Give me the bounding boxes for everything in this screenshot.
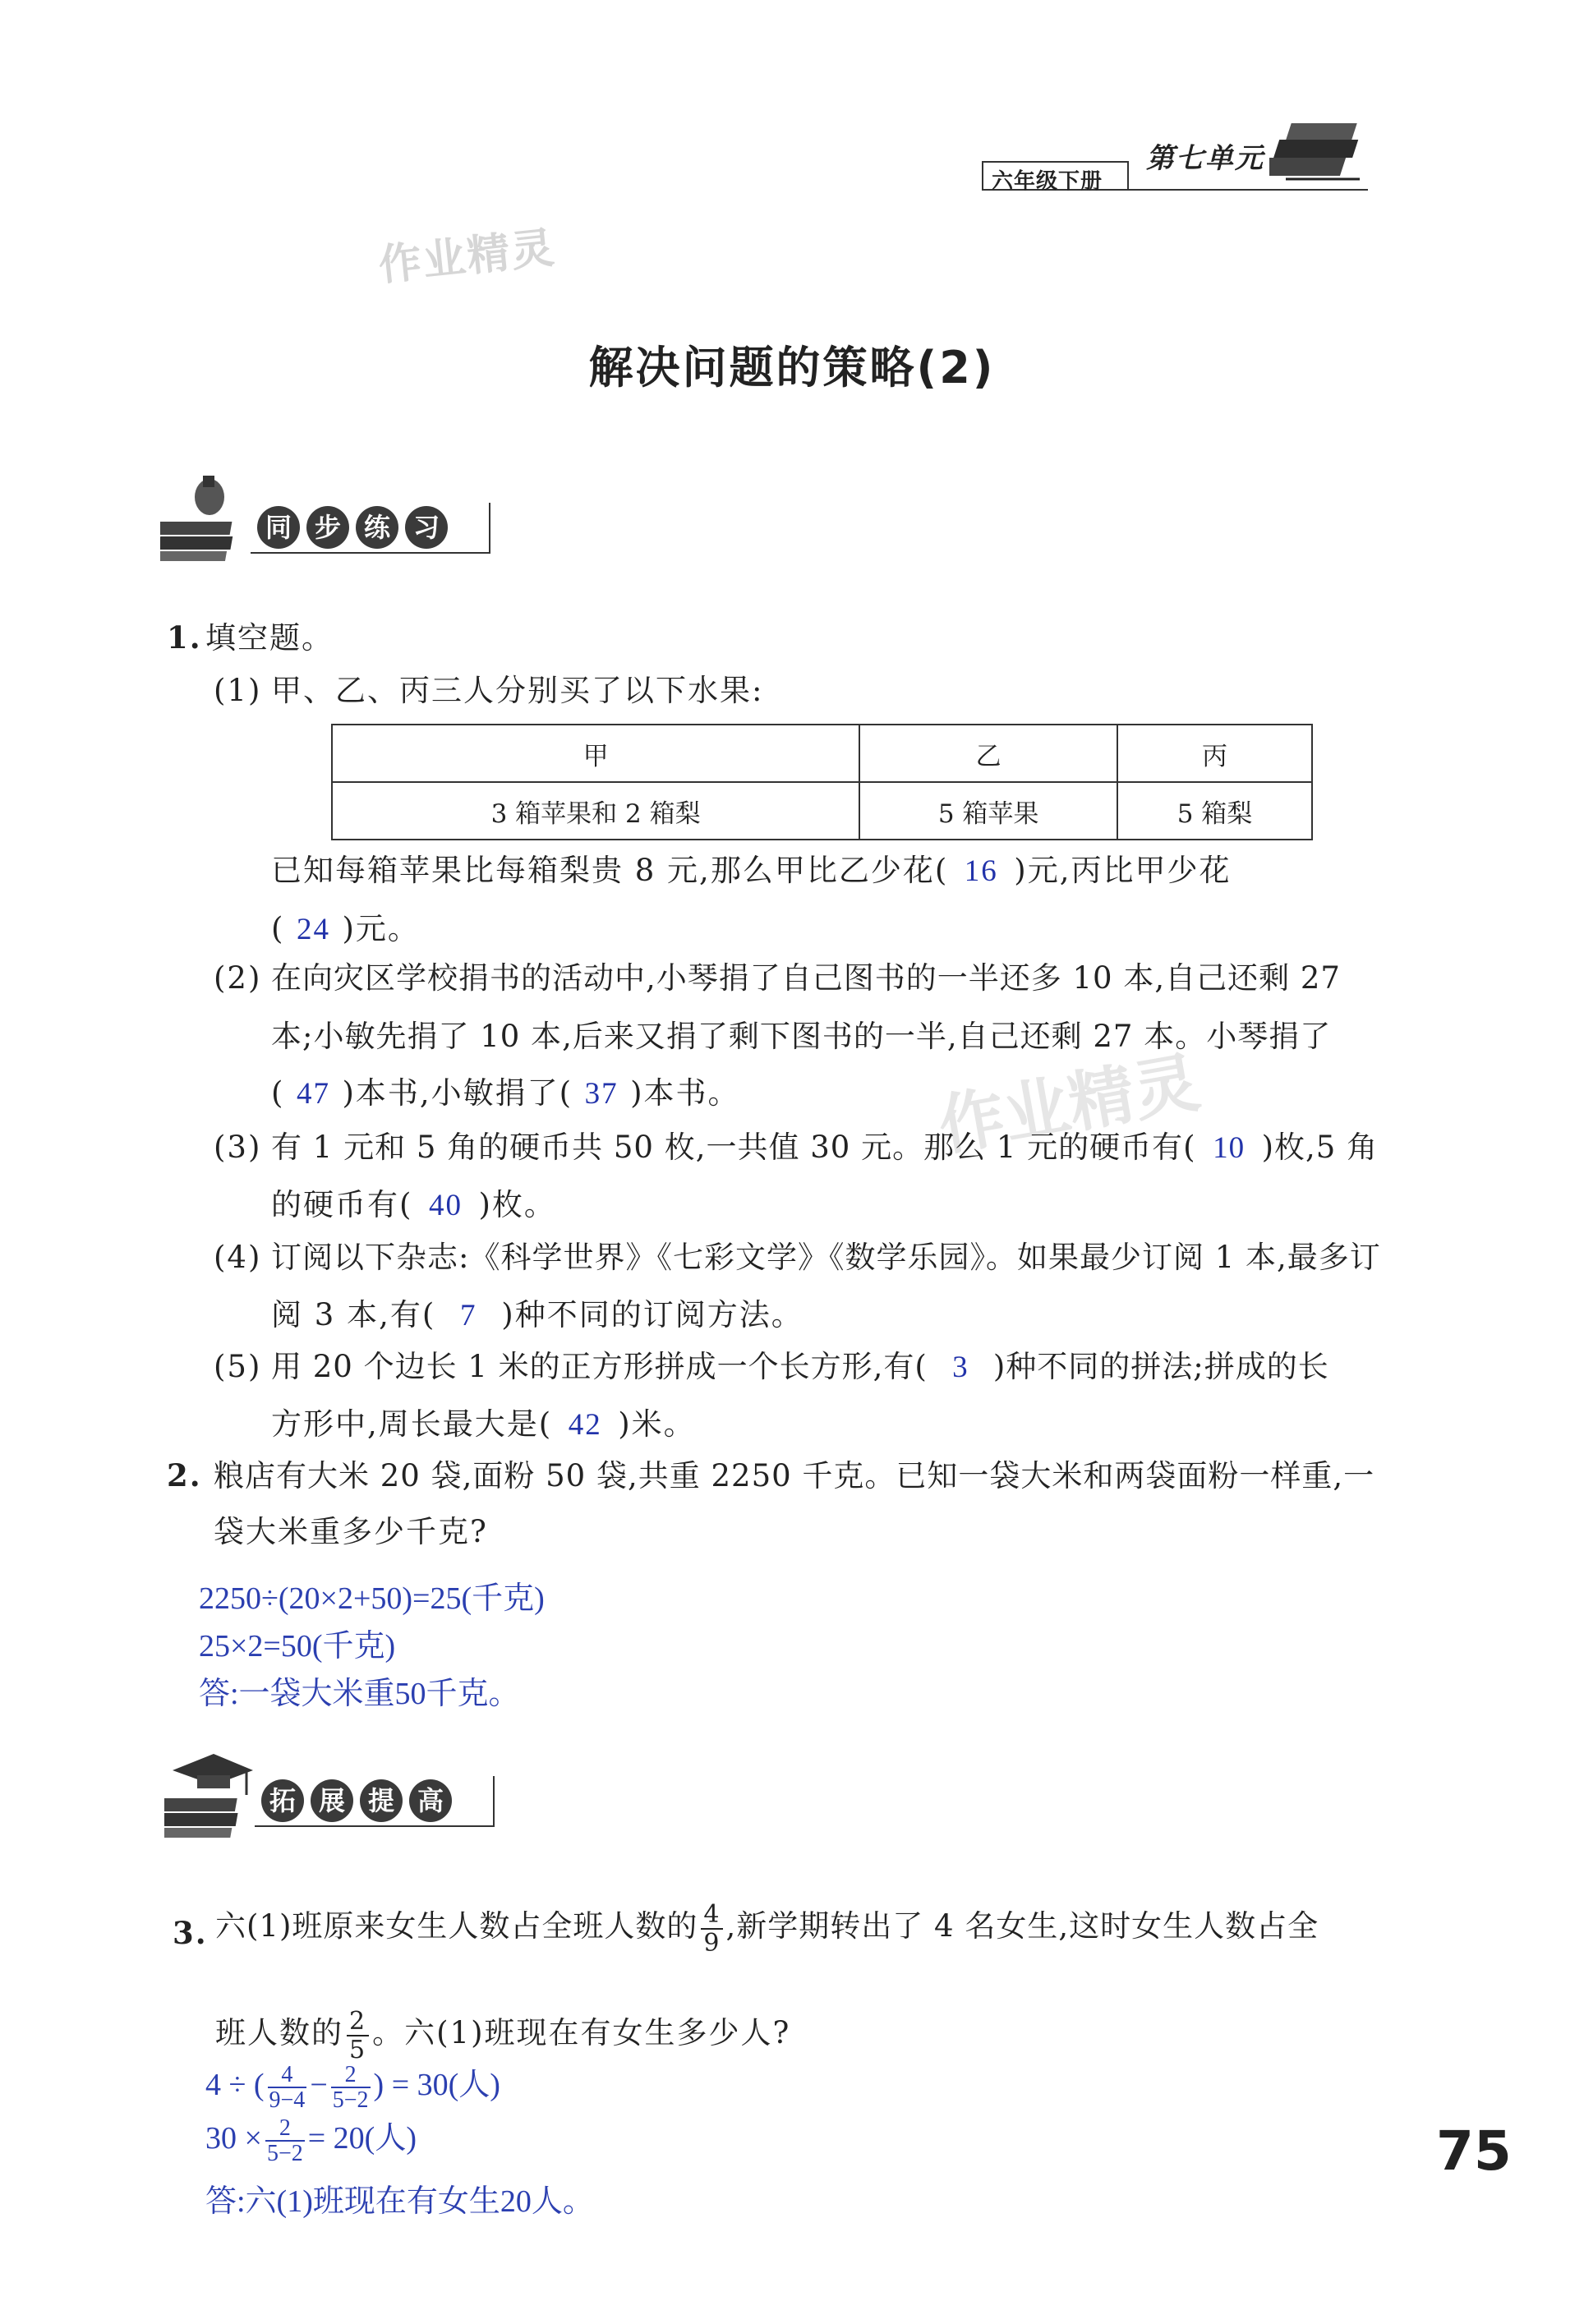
denominator: 5 — [349, 2035, 367, 2064]
q1-p1-line1 — [271, 855, 1231, 886]
text: 。六(1)班现在有女生多少人? — [372, 2015, 791, 2050]
q1-p4-label: (4) — [214, 1240, 262, 1275]
text: 4 ÷ ( — [205, 2068, 265, 2102]
text: )种不同的拼法;拼成的长 — [992, 1349, 1329, 1384]
text: )米。 — [618, 1406, 696, 1442]
banner-char: 提 — [360, 1779, 403, 1822]
text: )本书,小敏捐了( — [342, 1075, 573, 1111]
q2-work-line: 25×2=50(千克) — [199, 1629, 396, 1664]
q1-p2-line3 — [271, 1075, 740, 1111]
table-header: 甲 — [332, 725, 859, 782]
denominator: 5−2 — [266, 2141, 303, 2167]
fruit-table — [331, 724, 1313, 840]
answer-blank: 47 — [296, 1077, 330, 1111]
text: 的硬币有( — [271, 1187, 413, 1222]
table-header-row — [332, 725, 1312, 782]
q1-p2-line1: 在向灾区学校捐书的活动中,小琴捐了自己图书的一半还多 10 本,自己还剩 27 — [271, 960, 1341, 996]
q1-p5-line1 — [271, 1351, 1329, 1383]
text: )种不同的订阅方法。 — [501, 1297, 804, 1332]
text: )元。 — [342, 911, 420, 946]
denominator: 9−4 — [269, 2087, 306, 2114]
q1-p3-line1 — [271, 1132, 1378, 1163]
text: 30 × — [205, 2121, 262, 2156]
watermark: 作业精灵 — [376, 223, 559, 292]
q1-p3-label: (3) — [214, 1130, 262, 1165]
q1-p1-intro: 甲、乙、丙三人分别买了以下水果: — [271, 673, 764, 708]
text: ) = 30(人) — [373, 2068, 500, 2102]
page-number: 75 — [1436, 2119, 1512, 2183]
answer-blank: 40 — [428, 1189, 463, 1222]
q1-p3-line2 — [271, 1187, 556, 1222]
q1-p4-line2 — [271, 1297, 804, 1332]
q1-p2-label: (2) — [214, 960, 262, 996]
q3-number: 3. — [173, 1915, 208, 1951]
answer-blank: 37 — [584, 1077, 619, 1111]
q2-line1: 粮店有大米 20 袋,面粉 50 袋,共重 2250 千克。已知一袋大米和两袋面粉一样重,一 — [214, 1458, 1375, 1493]
q3-answer: 答:六(1)班现在有女生20人。 — [205, 2184, 594, 2219]
q1-number: 1. — [167, 619, 202, 656]
text: 六(1)班原来女生人数占全班人数的 — [215, 1908, 698, 1944]
denominator: 9 — [703, 1928, 721, 1958]
answer-blank: 7 — [460, 1299, 477, 1332]
banner-char: 展 — [311, 1779, 353, 1822]
text: = 20(人) — [307, 2121, 417, 2156]
table-cell: 3 箱苹果和 2 箱梨 — [332, 782, 859, 840]
page-title: 解决问题的策略(2) — [588, 342, 996, 393]
table-cell: 5 箱苹果 — [859, 782, 1117, 840]
text: 用 20 个边长 1 米的正方形拼成一个长方形,有( — [271, 1349, 928, 1384]
table-row — [332, 782, 1312, 840]
q1-p1-label: (1) — [214, 673, 262, 708]
q3-work-line2 — [205, 2114, 417, 2166]
q1-title: 填空题。 — [205, 620, 334, 656]
grade-label: 六年级下册 — [992, 169, 1103, 194]
books-stack-icon — [1269, 115, 1372, 197]
banner-char: 习 — [405, 506, 448, 549]
answer-blank: 3 — [952, 1351, 969, 1384]
numerator: 2 — [265, 2116, 305, 2142]
text: 方形中,周长最大是( — [271, 1406, 553, 1442]
banner-char: 高 — [409, 1779, 452, 1822]
q3-line1 — [215, 1898, 1319, 1957]
text: )枚,5 角 — [1261, 1130, 1379, 1165]
text: 班人数的 — [215, 2015, 343, 2050]
text: ( — [271, 1075, 285, 1111]
fraction — [268, 2063, 307, 2113]
answer-blank: 16 — [964, 854, 998, 888]
fraction — [331, 2063, 371, 2113]
answer-blank: 24 — [296, 913, 330, 946]
answer-blank: 10 — [1213, 1131, 1246, 1165]
q1-p5-label: (5) — [214, 1349, 262, 1384]
text: 已知每箱苹果比每箱梨贵 8 元,那么甲比乙少花( — [271, 853, 949, 888]
denominator: 5−2 — [332, 2087, 369, 2114]
q2-work-line: 2250÷(20×2+50)=25(千克) — [199, 1581, 545, 1616]
numerator: 2 — [331, 2063, 371, 2088]
table-header: 乙 — [859, 725, 1117, 782]
text: )枚。 — [478, 1187, 556, 1222]
banner-char: 拓 — [261, 1779, 304, 1822]
text: ( — [271, 911, 285, 946]
graduation-books-icon — [164, 1746, 255, 1840]
banner-char: 同 — [257, 506, 300, 549]
fraction — [265, 2116, 305, 2166]
numerator: 4 — [701, 1901, 722, 1930]
section-banner-sync — [185, 503, 489, 555]
banner-char: 练 — [356, 506, 398, 549]
text: 有 1 元和 5 角的硬币共 50 枚,一共值 30 元。那么 1 元的硬币有( — [271, 1130, 1196, 1165]
table-cell: 5 箱梨 — [1117, 782, 1312, 840]
watermark-overlay: 作业精灵 — [932, 1043, 1205, 1165]
banner-char: 步 — [306, 506, 349, 549]
table-header: 丙 — [1117, 725, 1312, 782]
q3-line2 — [215, 2004, 790, 2064]
q2-answer: 答:一袋大米重50千克。 — [199, 1677, 520, 1711]
text: − — [310, 2068, 328, 2102]
q3-work-line1 — [205, 2060, 500, 2113]
numerator: 4 — [268, 2063, 307, 2088]
answer-blank: 42 — [568, 1408, 602, 1442]
text: )元,丙比甲少花 — [1014, 853, 1232, 888]
q1-p2-line2: 本;小敏先捐了 10 本,后来又捐了剩下图书的一半,自己还剩 27 本。小琴捐了 — [271, 1019, 1332, 1054]
q1-p1-line2 — [271, 913, 420, 945]
q1-p4-line1: 订阅以下杂志:《科学世界》《七彩文学》《数学乐园》。如果最少订阅 1 本,最多订 — [271, 1240, 1381, 1275]
text: )本书。 — [630, 1075, 740, 1111]
q2-line2: 袋大米重多少千克? — [214, 1514, 488, 1549]
numerator: 2 — [347, 2008, 369, 2036]
q1-p5-line2 — [271, 1406, 696, 1442]
fraction — [347, 2008, 369, 2064]
text: ,新学期转出了 4 名女生,这时女生人数占全 — [725, 1908, 1319, 1944]
text: 阅 3 本,有( — [271, 1297, 436, 1332]
fraction — [701, 1901, 722, 1957]
q2-number: 2. — [167, 1457, 202, 1493]
unit-label: 第七单元 — [1146, 142, 1264, 175]
